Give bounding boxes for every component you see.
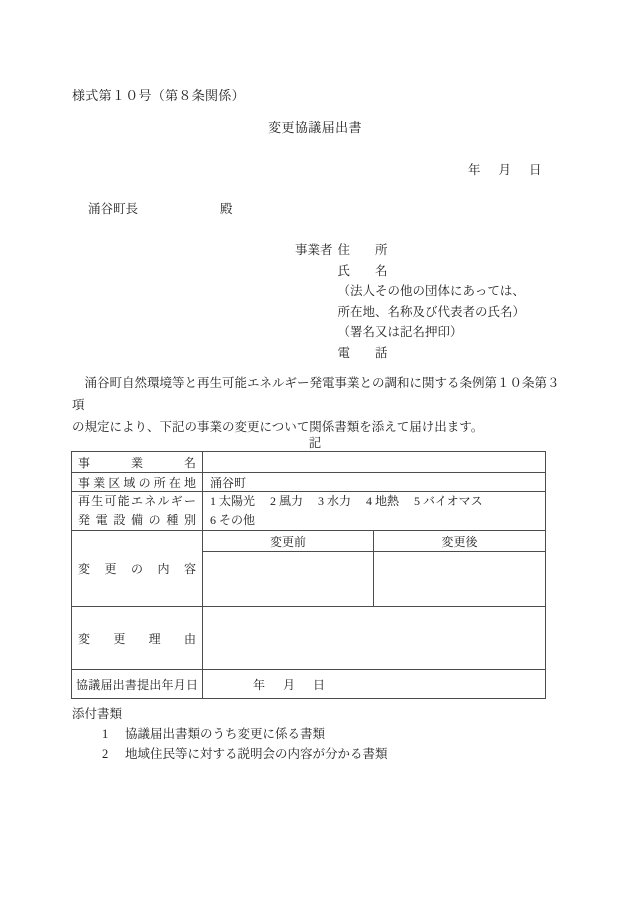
attachments-heading: 添付書類 xyxy=(72,707,123,721)
applicant-line-address: 住 所 xyxy=(337,243,388,257)
applicant-line-phone: 電 話 xyxy=(337,345,388,360)
change-before-value xyxy=(203,552,374,607)
attachment-item xyxy=(72,744,388,764)
change-after-header: 変更後 xyxy=(374,531,546,552)
table-row-submission-date xyxy=(72,670,546,699)
body-paragraph-line-2: の規定により、下記の事業の変更について関係書類を添えて届け出ます。 xyxy=(72,420,484,434)
addressee-honorific: 殿 xyxy=(220,202,233,216)
applicant-line-name: 氏 名 xyxy=(337,263,388,278)
change-after-value xyxy=(374,552,546,607)
date-day-label: 日 xyxy=(529,163,542,177)
table-row-change-reason xyxy=(72,607,546,670)
business-area-label: 事業区域の所在地 xyxy=(72,473,203,492)
attachment-item-text: 地域住民等に対する説明会の内容が分かる書類 xyxy=(125,747,388,761)
table-row-energy-type xyxy=(72,492,546,531)
business-name-value xyxy=(203,452,546,473)
energy-type-label xyxy=(72,492,203,531)
change-before-header: 変更前 xyxy=(203,531,374,552)
table-row-change-content-header xyxy=(72,531,546,552)
table-row-business-name xyxy=(72,452,546,473)
addressee-line xyxy=(88,199,233,217)
applicant-line-note-2: 所在地、名称及び代表者の氏名） xyxy=(337,304,526,319)
document-title: 変更協議届出書 xyxy=(268,120,362,135)
body-paragraph xyxy=(72,372,564,438)
addressee-name: 涌谷町長 xyxy=(88,202,139,216)
record-marker: 記 xyxy=(308,436,322,450)
date-year-label: 年 xyxy=(468,163,481,177)
business-change-table xyxy=(71,451,546,699)
attachment-item-number: 1 xyxy=(102,727,109,741)
change-reason-label: 変更理由 xyxy=(72,607,203,670)
energy-type-options xyxy=(203,492,546,531)
submission-month-label: 月 xyxy=(283,677,296,692)
submission-date-label: 協議届出書提出年月日 xyxy=(72,670,203,699)
body-paragraph-line-1: 涌谷町自然環境等と再生可能エネルギー発電事業との調和に関する条例第１０条第３項 xyxy=(72,376,560,412)
energy-type-options-line-1: 1 太陽光 2 風力 3 水力 4 地熱 5 バイオマス xyxy=(210,494,483,508)
attachment-item-number: 2 xyxy=(102,747,109,761)
change-reason-value xyxy=(203,607,546,670)
attachment-item-text: 協議届出書類のうち変更に係る書類 xyxy=(125,727,326,741)
business-name-label: 事業名 xyxy=(72,452,203,473)
applicant-lines xyxy=(338,240,526,363)
submission-year-label: 年 xyxy=(253,677,266,692)
energy-type-label-line-2: 発電設備の種別 xyxy=(78,513,196,527)
energy-type-label-line-1: 再生可能エネルギー xyxy=(78,494,196,508)
date-month-label: 月 xyxy=(498,163,512,177)
submission-day-label: 日 xyxy=(313,677,326,692)
applicant-line-signature-note: （署名又は記名押印） xyxy=(337,325,463,339)
form-number: 様式第１０号（第８条関係） xyxy=(72,88,245,103)
attachment-item xyxy=(72,724,388,744)
applicant-label: 事業者 xyxy=(295,243,333,257)
change-content-label: 変更の内容 xyxy=(72,531,203,607)
applicant-line-note-1: （法人その他の団体にあっては、 xyxy=(337,284,525,298)
energy-type-options-line-2: 6 その他 xyxy=(210,513,256,527)
business-area-value: 涌谷町 xyxy=(203,473,546,492)
submission-date-value xyxy=(203,670,546,699)
table-row-business-area xyxy=(72,473,546,492)
applicant-block xyxy=(295,240,525,363)
date-line xyxy=(468,160,542,178)
attachments-section xyxy=(72,704,388,764)
